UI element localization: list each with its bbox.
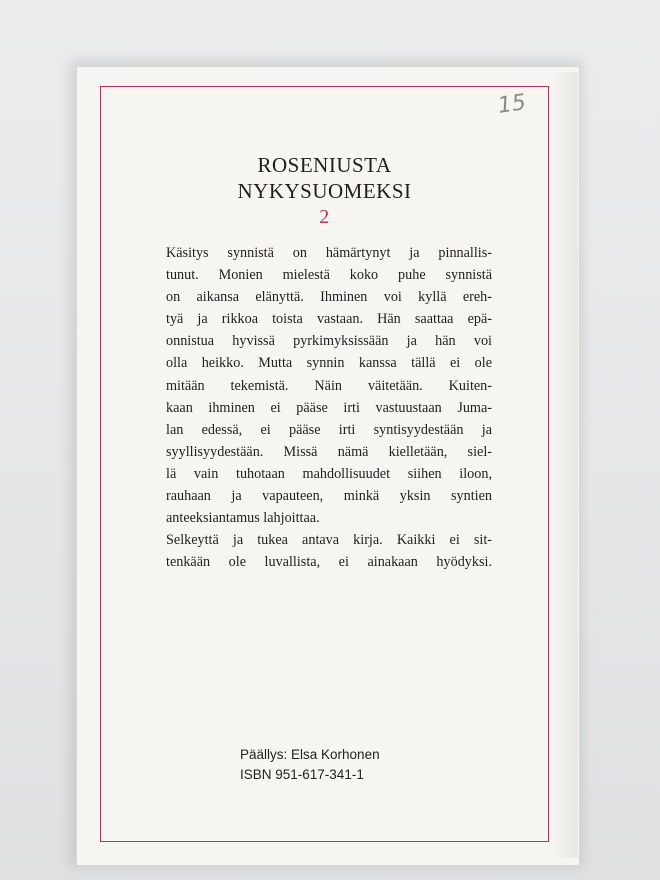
title-line-2: NYKYSUOMEKSI: [237, 179, 412, 203]
blurb-line: kaan ihminen ei pääse irti vastuustaan Juma-: [166, 399, 492, 416]
volume-number: 2: [319, 206, 330, 228]
title-line-1: ROSENIUSTA: [257, 153, 392, 177]
blurb-line: tenkään ole luvallista, ei ainakaan hyödyksi.: [166, 554, 492, 571]
blurb-line: lä vain tuhotaan mahdollisuudet siihen iloon,: [166, 465, 492, 482]
book-credits: [240, 745, 380, 785]
cover-designer-credit: Päällys: Elsa Korhonen: [240, 747, 380, 762]
blurb-line: syyllisyydestään. Missä nämä kielletään, siel-: [166, 443, 492, 460]
blurb-line: tunut. Monien mielestä koko puhe synnistä: [166, 267, 492, 284]
blurb-line: onnistua hyvissä pyrkimyksissään ja hän voi: [166, 333, 492, 350]
blurb-line: lan edessä, ei pääse irti syntisyydestään ja: [166, 421, 492, 438]
blurb-line: tyä ja rikkoa toista vastaan. Hän saattaa epä-: [166, 311, 492, 328]
blurb-line: olla heikko. Mutta synnin kanssa tällä ei ole: [166, 355, 492, 372]
book-blurb: [166, 242, 492, 573]
blurb-line: rauhaan ja vapauteen, minkä yksin syntien: [166, 488, 492, 505]
blurb-line: Käsitys synnistä on hämärtynyt ja pinnallis-: [166, 245, 492, 261]
blurb-line: on aikansa elänyttä. Ihminen voi kyllä ereh-: [166, 289, 492, 306]
blurb-line: Selkeyttä ja tukea antava kirja. Kaikki ei sit-: [166, 532, 492, 549]
blurb-line: anteeksiantamus lahjoittaa.: [166, 510, 320, 527]
isbn-number: ISBN 951-617-341-1: [240, 767, 364, 782]
blurb-line: mitään tekemistä. Näin väitetään. Kuiten-: [166, 377, 492, 394]
pencil-price-mark: 15: [496, 90, 528, 119]
book-title: [100, 152, 549, 230]
